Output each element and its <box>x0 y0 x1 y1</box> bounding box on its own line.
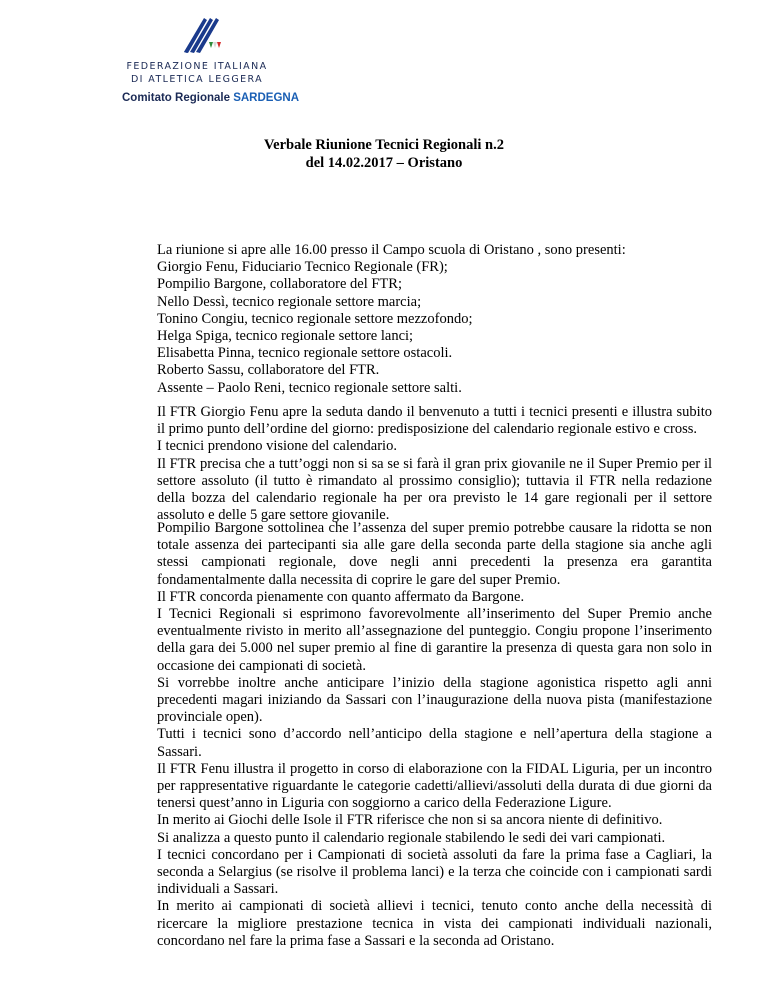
org-name-line1: FEDERAZIONE ITALIANA <box>126 61 268 72</box>
section-discussion <box>157 520 712 950</box>
attendee-item: Tonino Congiu, tecnico regionale settore mezzofondo; <box>157 310 473 327</box>
document-title <box>0 136 768 172</box>
fidal-logo <box>122 12 299 107</box>
title-line-1: Verbale Riunione Tecnici Regionali n.2 <box>264 137 504 153</box>
paragraph: I Tecnici Regionali si esprimono favorevolmente all’inserimento del Super Premio anche eventualmente rivisto in merito all’assegnazione del punteggio. Congiu propone l’inserimento della gara dei 5.000 nel super premio al fine di garantire la presenza di questa gara non solo in occasione dei campionati di società. <box>157 606 712 674</box>
paragraph: Il FTR precisa che a tutt’oggi non si sa se si farà il gran prix giovanile ne il Super Premio per il settore assoluto (il tutto è rimandato al prossimo consiglio); tuttavia il FTR nella redazione della bozza del calendario regionale ha per ora previsto le 14 gare regionali per il settore assoluto e delle 5 gare settore giovanile. <box>157 455 712 524</box>
title-line-2: del 14.02.2017 – Oristano <box>305 155 463 171</box>
attendee-item: Giorgio Fenu, Fiduciario Tecnico Regionale (FR); <box>157 259 448 276</box>
paragraph: Pompilio Bargone sottolinea che l’assenza del super premio potrebbe causare la ridotta se non totale assenza dei partecipanti sia alle gare della seconda parte della stagione sia anche agli stessi campionati regionale, dove negli anni precedenti la presenza era garantita fondamentalmente dalla necessita di coprire le gare del super Premio. <box>157 520 712 588</box>
paragraph: In merito ai campionati di società allievi i tecnici, tenuto conto anche della necessità di ricercare la migliore prestazione tecnica in vista dei campionati individuali nazionali, concordano nel fare la prima fase a Sassari e la seconda ad Oristano. <box>157 898 712 949</box>
committee-name <box>122 92 299 104</box>
attendee-item: Nello Dessì, tecnico regionale settore marcia; <box>157 293 422 310</box>
paragraph: Si analizza a questo punto il calendario regionale stabilendo le sedi dei vari campionati. <box>157 829 666 846</box>
attendee-item: Helga Spiga, tecnico regionale settore lanci; <box>157 328 414 345</box>
committee-region: SARDEGNA <box>233 92 299 104</box>
attendee-item: Roberto Sassu, collaboratore del FTR. <box>157 362 380 379</box>
paragraph: I tecnici concordano per i Campionati di società assoluti da fare la prima fase a Cagliari, la seconda a Selargius (se risolve il problema lanci) e la terza che coincide con i campionati sardi individuali a Sassari. <box>157 846 712 898</box>
attendees-list <box>157 242 712 397</box>
absent-item: Assente – Paolo Reni, tecnico regionale settore salti. <box>157 379 462 396</box>
attendee-item: Pompilio Bargone, collaboratore del FTR; <box>157 276 402 293</box>
paragraph: In merito ai Giochi delle Isole il FTR riferisce che non si sa ancora niente di definitivo. <box>157 812 663 829</box>
committee-prefix: Comitato Regionale <box>122 92 230 104</box>
paragraph: Il FTR Fenu illustra il progetto in corso di elaborazione con la FIDAL Liguria, per un incontro per rappresentative riguardante le categorie cadetti/allievi/assoluti della durata di due giorni da tenersi quest’anno in Liguria con soggiorno a carico della Federazione Ligure. <box>157 760 712 812</box>
attendees-intro: La riunione si apre alle 16.00 presso il Campo scuola di Oristano , sono presenti: <box>157 242 626 258</box>
org-name-line2: DI ATLETICA LEGGERA <box>130 74 264 85</box>
paragraph: Il FTR concorda pienamente con quanto affermato da Bargone. <box>157 588 525 605</box>
paragraph: Si vorrebbe inoltre anche anticipare l’inizio della stagione agonistica rispetto agli anni precedenti magari iniziando da Sassari con l’inaugurazione della nuova pista (manifestazione provinciale open). <box>157 674 712 726</box>
paragraph: Tutti i tecnici sono d’accordo nell’anticipo della stagione e nell’apertura della stagione a Sassari. <box>157 726 712 760</box>
section-calendar-intro <box>157 404 712 524</box>
fidal-emblem-icon <box>182 12 222 56</box>
paragraph: Il FTR Giorgio Fenu apre la seduta dando il benvenuto a tutti i tecnici presenti e illustra subito il primo punto dell’ordine del giorno: predisposizione del calendario regionale estivo e cross. <box>157 404 712 438</box>
paragraph: I tecnici prendono visione del calendario. <box>157 438 397 455</box>
attendee-item: Elisabetta Pinna, tecnico regionale settore ostacoli. <box>157 345 453 362</box>
